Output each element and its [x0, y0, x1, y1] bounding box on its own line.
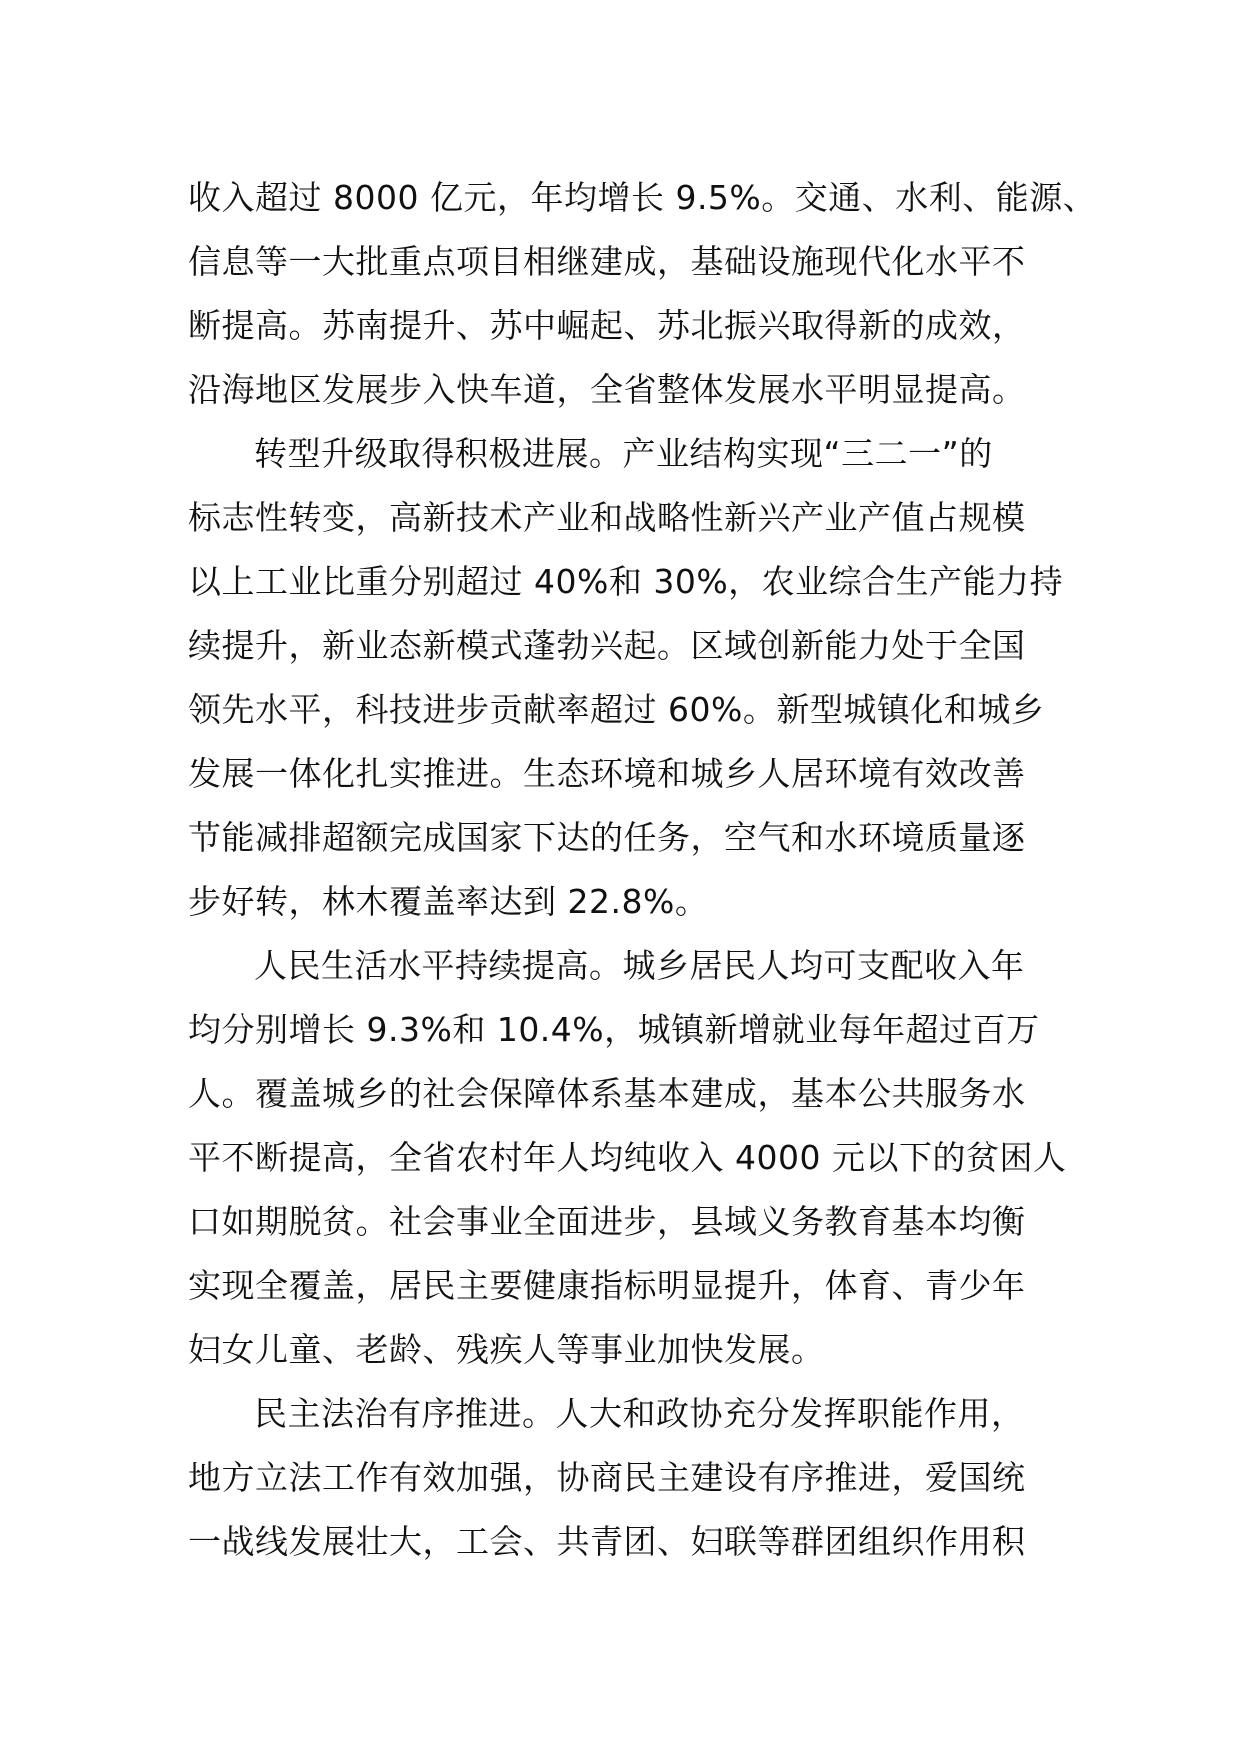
paragraph-first-line: 民主法治有序推进。人大和政协充分发挥职能作用，	[254, 1394, 1025, 1433]
text-line: 口如期脱贫。社会事业全面进步，县域义务教育基本均衡	[188, 1202, 1026, 1241]
text-line: 节能减排超额完成国家下达的任务，空气和水环境质量逐	[188, 818, 1026, 857]
text-line: 断提高。苏南提升、苏中崛起、苏北振兴取得新的成效，	[188, 306, 1026, 345]
text-line: 沿海地区发展步入快车道，全省整体发展水平明显提高。	[188, 370, 1026, 409]
text-line: 步好转，林木覆盖率达到 22.8%。	[188, 882, 709, 921]
text-line: 平不断提高，全省农村年人均纯收入 4000 元以下的贫困人	[188, 1138, 1067, 1177]
text-line: 收入超过 8000 亿元，年均增长 9.5%。交通、水利、能源、	[188, 178, 1097, 217]
text-line: 一战线发展壮大，工会、共青团、妇联等群团组织作用积	[188, 1522, 1026, 1561]
text-line: 标志性转变，高新技术产业和战略性新兴产业产值占规模	[188, 498, 1026, 537]
text-line: 以上工业比重分别超过 40%和 30%，农业综合生产能力持	[188, 562, 1064, 601]
text-line: 地方立法工作有效加强，协商民主建设有序推进，爱国统	[188, 1458, 1026, 1497]
text-line: 信息等一大批重点项目相继建成，基础设施现代化水平不	[188, 242, 1026, 281]
text-line: 妇女儿童、老龄、残疾人等事业加快发展。	[188, 1330, 825, 1369]
text-line: 均分别增长 9.3%和 10.4%，城镇新增就业每年超过百万	[188, 1010, 1040, 1049]
text-line: 实现全覆盖，居民主要健康指标明显提升，体育、青少年	[188, 1266, 1026, 1305]
text-line: 续提升，新业态新模式蓬勃兴起。区域创新能力处于全国	[188, 626, 1026, 665]
body-text	[188, 166, 1097, 1574]
paragraph-first-line: 转型升级取得积极进展。产业结构实现“三二一”的	[254, 434, 993, 473]
text-line: 人。覆盖城乡的社会保障体系基本建成，基本公共服务水	[188, 1074, 1026, 1113]
text-line: 发展一体化扎实推进。生态环境和城乡人居环境有效改善	[188, 754, 1026, 793]
paragraph-first-line: 人民生活水平持续提高。城乡居民人均可支配收入年	[254, 946, 1025, 985]
text-line: 领先水平，科技进步贡献率超过 60%。新型城镇化和城乡	[188, 690, 1045, 729]
